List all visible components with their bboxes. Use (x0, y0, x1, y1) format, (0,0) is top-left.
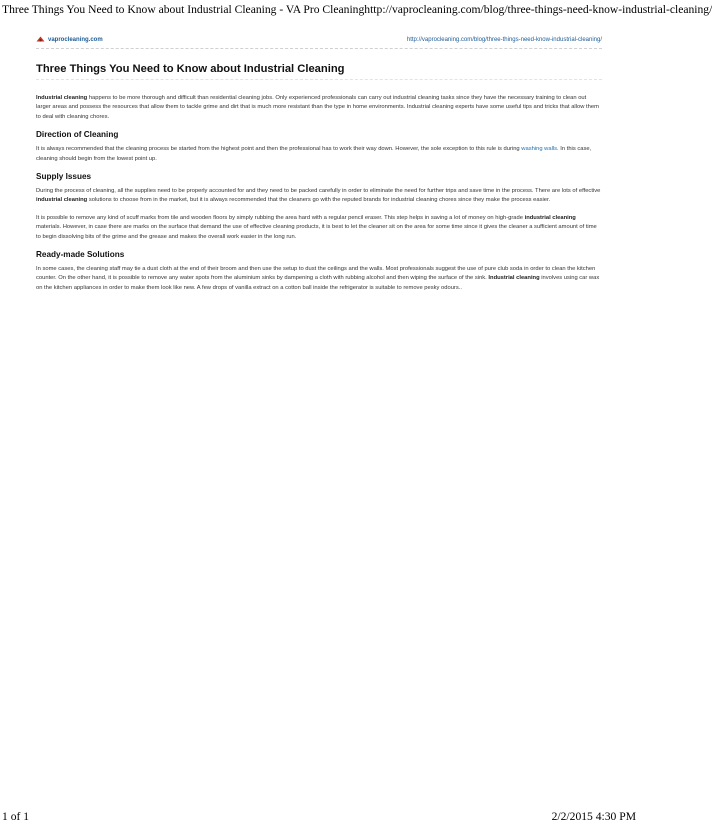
page-count: 1 of 1 (2, 810, 30, 823)
site-bar (36, 36, 602, 49)
direction-paragraph (36, 145, 602, 164)
print-header-url: http://vaprocleaning.com/blog/three-things-need-know-industrial-cleaning/ (364, 3, 712, 16)
intro-paragraph (36, 94, 602, 122)
print-header-title: Three Things You Need to Know about Industrial Cleaning - VA Pro Cleaning (2, 3, 365, 16)
intro-bold: Industrial cleaning (36, 95, 88, 101)
supply-paragraph-2 (36, 214, 602, 242)
washing-walls-link[interactable]: washing walls (521, 146, 558, 153)
supply-p1-after: solutions to choose from in the market, but it is always recommended that the cleaners go with the reputed brands for industrial cleaning chores since they make the process easier. (87, 197, 551, 204)
supply-p2-before: It is possible to remove any kind of scuff marks from tile and wooden floors by simply rubbing the area hard with a regular pencil eraser. This step helps in saving a lot of money on high-grade (36, 214, 525, 221)
intro-text: happens to be more thorough and difficult than residential cleaning jobs. Only experienced professionals can carry out industrial cleaning tasks since they have the necessary training to clean out larger areas and possess the resources that allow them to tackle grime and dirt that is much more resistant than the type in home environments. Industrial cleaning experts have some useful tips and tricks that allow them to deal with cleaning chores. (36, 95, 599, 120)
broom-logo-icon (36, 36, 45, 44)
site-brand[interactable] (36, 36, 103, 44)
print-datetime: 2/2/2015 4:30 PM (551, 810, 636, 823)
direction-text-before: It is always recommended that the cleaning process be started from the highest point and then the professional has to work their way down. However, the sole exception to this rule is during (36, 146, 522, 153)
heading-direction: Direction of Cleaning (36, 130, 119, 140)
heading-ready-made: Ready-made Solutions (36, 250, 125, 260)
ready-text-before: In some cases, the cleaning staff may tie a dust cloth at the end of their broom and then use the setup to dust the ceilings and the walls. Most professionals suggest the use of pure club soda in order to clean the kitchen counter. On the other hand, it is possible to remove any water spots from the aluminium sinks by dampening a cloth with rubbing alcohol and then wiping the surface of the sink. (36, 266, 596, 282)
site-url-link[interactable]: http://vaprocleaning.com/blog/three-things-need-know-industrial-cleaning/ (406, 37, 602, 43)
heading-supply: Supply Issues (36, 172, 92, 182)
supply-p2-bold: industrial cleaning (524, 214, 576, 221)
print-header (2, 3, 712, 16)
supply-p1-before: During the process of cleaning, all the supplies need to be properly accounted for and they need to be packed carefully in order to eliminate the need for further trips and save time in the process. There are lots of effective (36, 188, 601, 195)
article (36, 63, 602, 301)
site-name[interactable]: vaprocleaning.com (48, 37, 103, 43)
print-footer (2, 810, 636, 823)
supply-p2-after: materials. However, in case there are marks on the surface that demand the use of effective cleaning products, it is best to let the cleaner sit on the area for some time since it gives the cleaner a sufficient amount of time to begin dissolving bits of the grime and the grease and makes the overall work easier in the long run. (36, 224, 597, 240)
supply-p1-bold: industrial cleaning (36, 197, 88, 204)
direction-text-after: . In this case, cleaning should begin from the lowest point up. (36, 146, 592, 162)
ready-bold: Industrial cleaning (488, 275, 540, 282)
article-title: Three Things You Need to Know about Industrial Cleaning (36, 63, 602, 80)
ready-paragraph (36, 265, 602, 293)
ready-text-after: involves using car wax on the kitchen appliances in order to make them look like new. A few drops of vanilla extract on a cotton ball inside the refrigerator is suitable to remove pesky odours.. (36, 275, 600, 291)
supply-paragraph-1 (36, 187, 602, 206)
